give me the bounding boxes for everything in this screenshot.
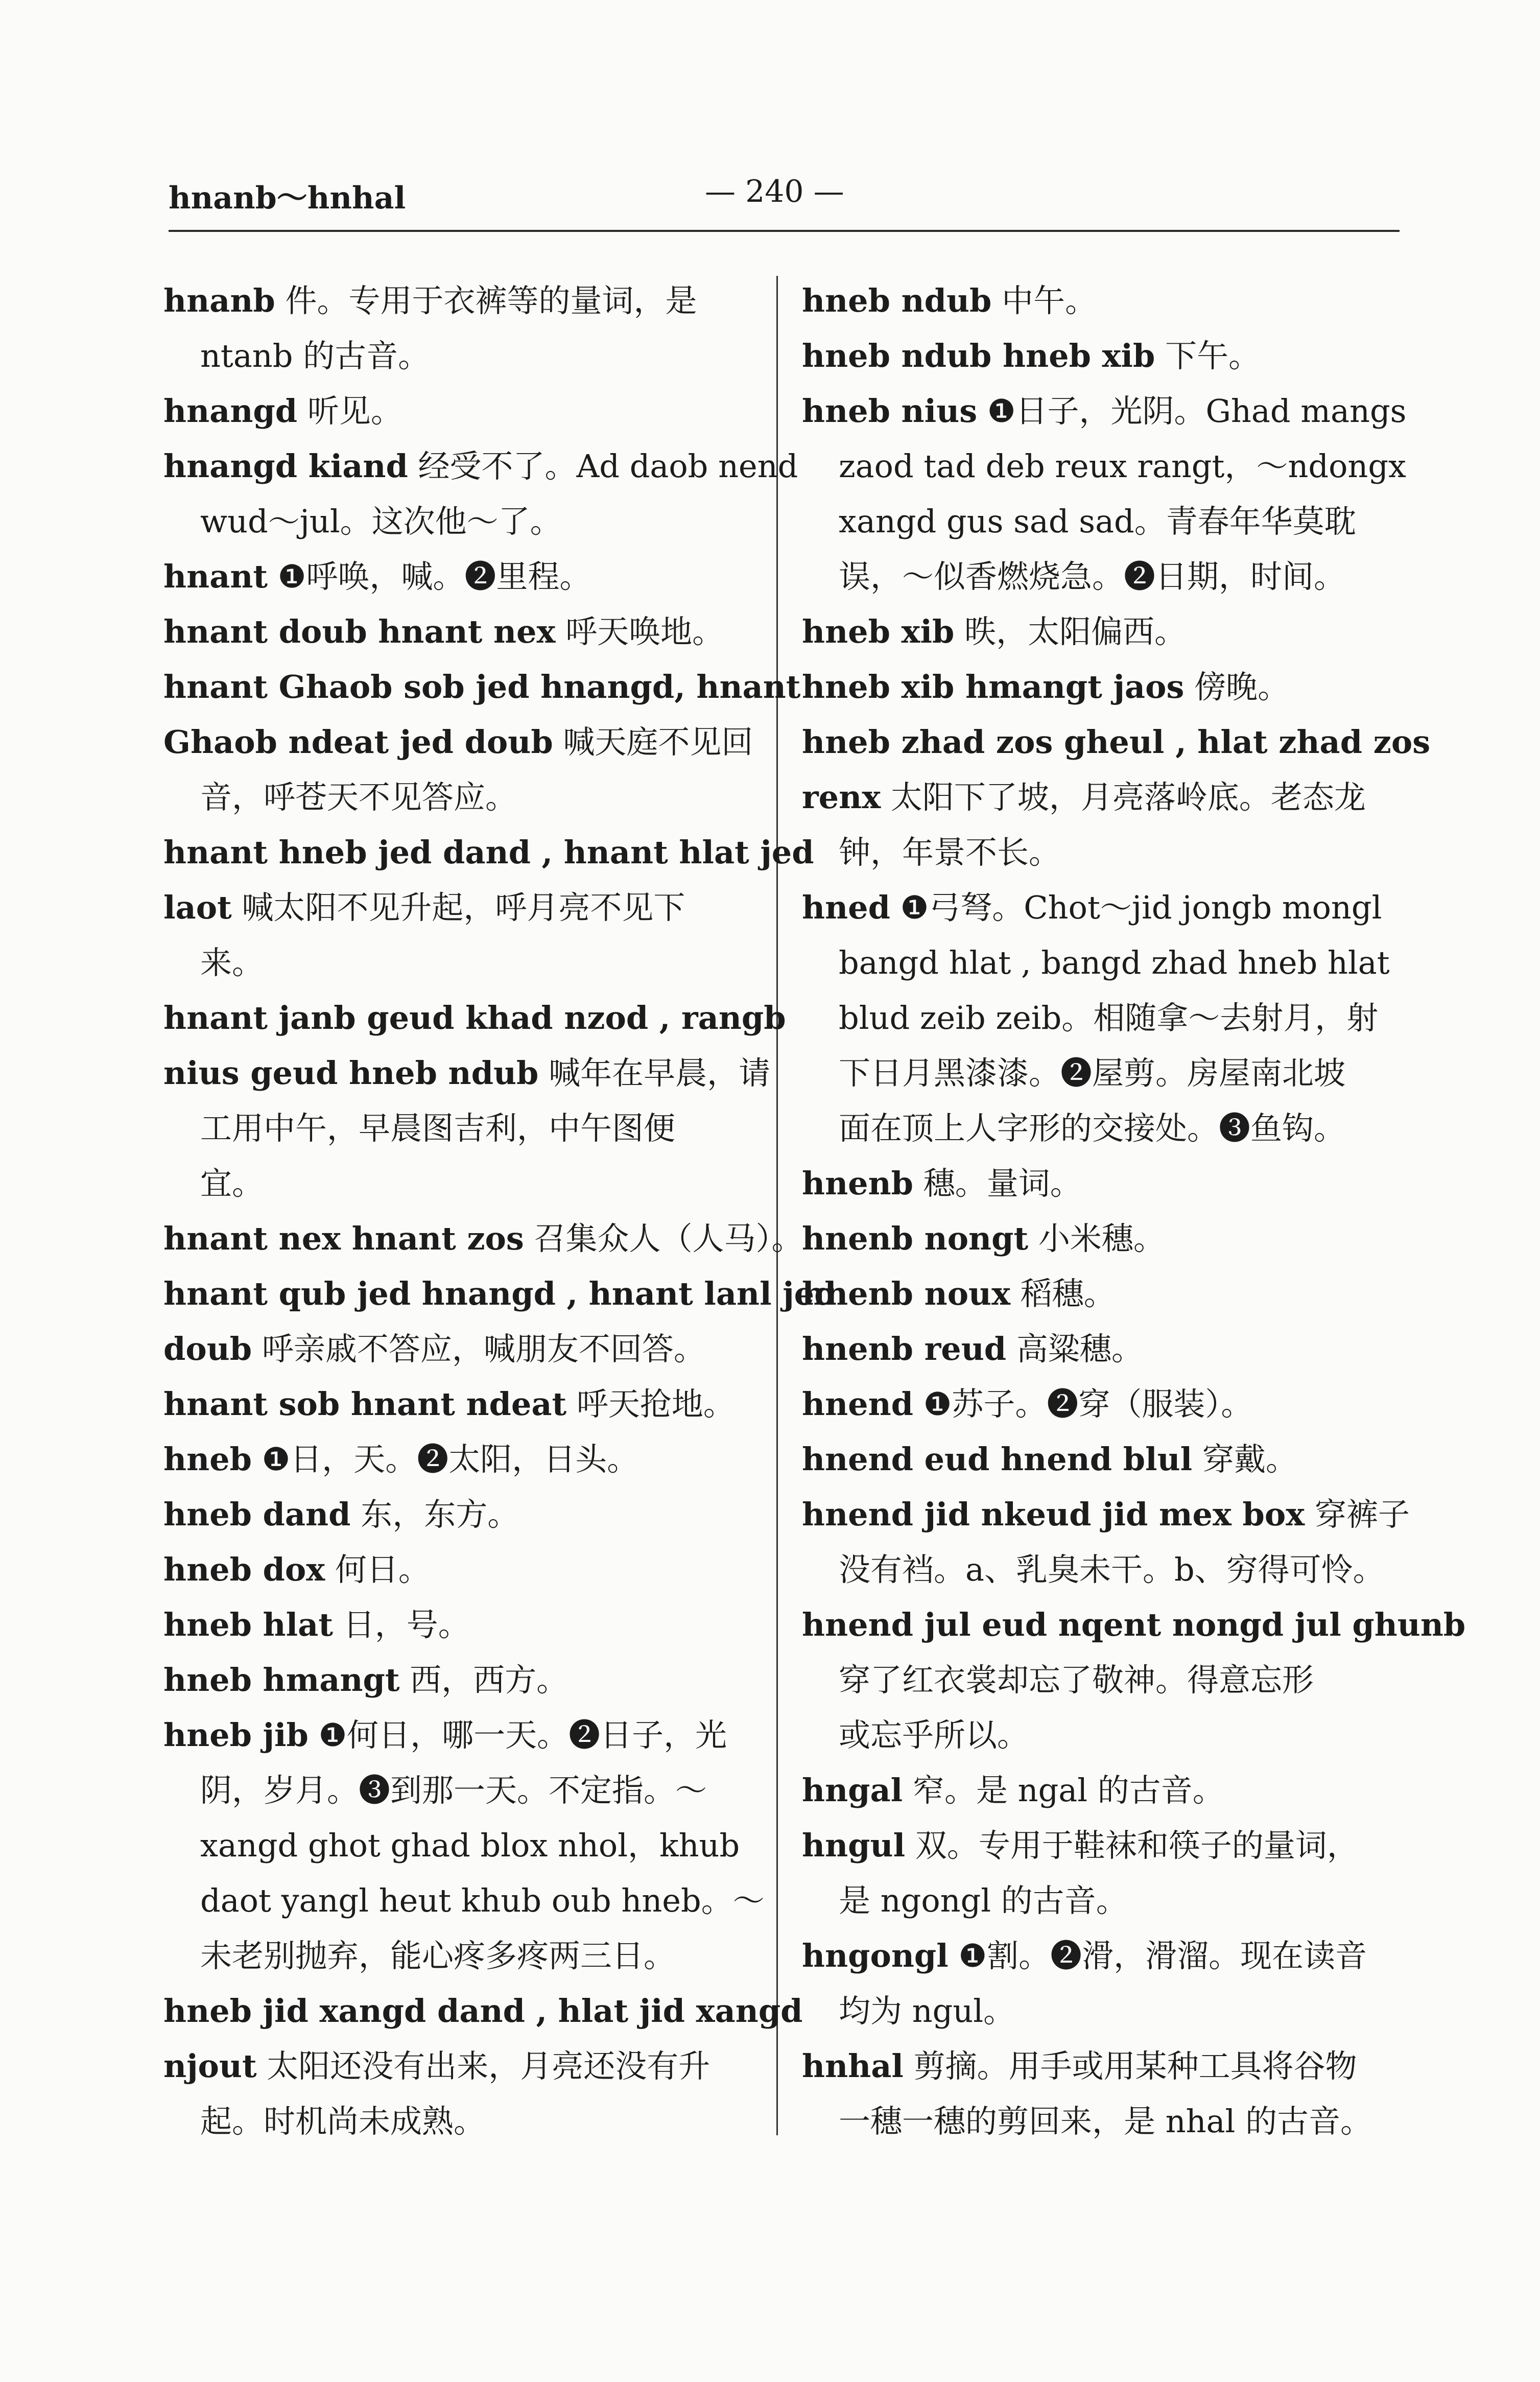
entry-line — [802, 990, 1405, 1046]
headword: hnend eud hnend blul — [802, 1441, 1193, 1478]
definition-text: ❶何日，哪一天。❷日子，光 — [308, 1716, 727, 1754]
headword: hnenb noux — [802, 1275, 1011, 1312]
definition-text: ❶呼唤，喊。❷里程。 — [268, 558, 591, 595]
page-number: — 240 — — [705, 174, 844, 209]
entry-line — [802, 659, 1405, 715]
definition-text: 昳，太阳偏西。 — [954, 613, 1187, 650]
entry-line — [163, 384, 766, 439]
entry-line — [163, 1487, 766, 1542]
entry-line — [802, 935, 1405, 990]
definition-text: ❶割。❷滑，滑溜。现在读音 — [948, 1937, 1367, 1974]
entry-line — [163, 1763, 766, 1818]
entry-line — [802, 1101, 1405, 1156]
headword: hngul — [802, 1827, 906, 1864]
headword: hnant janb geud khad nzod , rangb — [163, 999, 786, 1036]
entry-line — [802, 604, 1405, 659]
headword: njout — [163, 2047, 257, 2085]
headword: hnenb reud — [802, 1330, 1007, 1367]
entry-line — [163, 880, 766, 935]
entry-line — [802, 1653, 1405, 1708]
entry-line — [802, 1597, 1466, 1653]
entry-line — [802, 549, 1405, 604]
entry-line — [163, 1322, 766, 1377]
definition-text: ❶弓弩。Chot～jid jongb mongl — [890, 889, 1382, 926]
headword: hneb ndub — [802, 282, 992, 319]
entry-line — [802, 1542, 1405, 1597]
definition-text: 稻穗。 — [1010, 1275, 1116, 1312]
headword: hngongl — [802, 1937, 949, 1974]
definition-text: ❶苏子。❷穿（服装）。 — [913, 1385, 1253, 1423]
entry-line — [802, 1873, 1405, 1928]
entry-line — [802, 494, 1405, 549]
headword: hnend jid nkeud jid mex box — [802, 1496, 1305, 1533]
entry-line — [163, 328, 766, 384]
definition-text: 工用中午，早晨图吉利，中午图便 — [200, 1110, 676, 1147]
definition-text: 下午。 — [1155, 337, 1261, 374]
entry-line — [802, 770, 1405, 825]
headword: hnend — [802, 1385, 914, 1423]
definition-text: 太阳还没有出来，月亮还没有升 — [256, 2047, 710, 2085]
headword: hnant nex hnant zos — [163, 1220, 524, 1257]
entry-line — [163, 1928, 766, 1984]
definition-text: 何日。 — [325, 1551, 430, 1588]
definition-text: 件。专用于衣裤等的量词，是 — [275, 282, 697, 319]
entry-line — [163, 1101, 766, 1156]
entry-line — [802, 328, 1405, 384]
headword: hned — [802, 889, 890, 926]
entry-line — [163, 1377, 766, 1432]
headword: hneb nius — [802, 392, 978, 430]
entry-line — [163, 273, 766, 328]
definition-text: 小米穗。 — [1028, 1220, 1165, 1257]
definition-text: ntanb 的古音。 — [200, 337, 430, 374]
entry-line — [802, 2094, 1405, 2149]
entry-line — [802, 1763, 1405, 1818]
definition-text: 穿戴。 — [1192, 1441, 1297, 1478]
headword: renx — [802, 779, 881, 816]
entry-line — [163, 659, 801, 715]
entry-line — [163, 1984, 803, 2039]
headword: hnend jul eud nqent nongd jul ghunb — [802, 1606, 1466, 1643]
entry-line — [802, 1266, 1405, 1322]
entry-line — [802, 439, 1405, 494]
column-divider — [776, 276, 778, 2135]
definition-text: 傍晚。 — [1184, 668, 1290, 705]
headword: hneb — [163, 1441, 252, 1478]
definition-text: 西，西方。 — [399, 1661, 568, 1699]
entry-line — [802, 1708, 1405, 1763]
definition-text: 钟，年景不长。 — [839, 834, 1061, 871]
entry-line — [163, 990, 786, 1046]
entry-line — [802, 384, 1405, 439]
entry-line — [163, 1653, 766, 1708]
entry-line — [163, 715, 766, 770]
headword: hnant — [163, 558, 268, 595]
entry-line — [163, 1156, 766, 1211]
definition-text: 东，东方。 — [350, 1496, 519, 1533]
definition-text: 呼天抢地。 — [566, 1385, 735, 1423]
definition-text: bangd hlat , bangd zhad hneb hlat — [839, 944, 1390, 981]
headword: hneb ndub hneb xib — [802, 337, 1155, 374]
definition-text: daot yangl heut khub oub hneb。～ — [200, 1882, 765, 1919]
headword: hnangd — [163, 392, 298, 430]
headword: hneb hmangt — [163, 1661, 400, 1699]
entry-line — [163, 1818, 766, 1873]
entry-line — [802, 1156, 1405, 1211]
entry-line — [802, 880, 1405, 935]
definition-text: xangd gus sad sad。青春年华莫耽 — [839, 503, 1356, 540]
definition-text: 窄。是 ngal 的古音。 — [903, 1772, 1224, 1809]
entry-line — [802, 1818, 1405, 1873]
right-column — [802, 273, 1466, 2149]
definition-text: 呼亲戚不答应，喊朋友不回答。 — [252, 1330, 705, 1367]
entry-line — [163, 494, 766, 549]
entry-line — [163, 935, 766, 990]
entry-line — [163, 1597, 766, 1653]
headword: hneb jib — [163, 1716, 309, 1754]
definition-text: 穿了红衣裳却忘了敬神。得意忘形 — [839, 1661, 1314, 1699]
definition-text: ❶日子，光阴。Ghad mangs — [977, 392, 1407, 430]
headword: hneb dand — [163, 1496, 351, 1533]
definition-text: 音，呼苍天不见答应。 — [200, 779, 517, 816]
definition-text: 双。专用于鞋袜和筷子的量词， — [905, 1827, 1359, 1864]
entry-line — [163, 1432, 766, 1487]
definition-text: 高粱穗。 — [1006, 1330, 1143, 1367]
headword: hnant qub jed hnangd , hnant lanl jed — [163, 1275, 837, 1312]
headword: hneb jid xangd dand , hlat jid xangd — [163, 1992, 803, 2030]
definition-text: 一穗一穗的剪回来，是 nhal 的古音。 — [839, 2103, 1372, 2140]
entry-line — [163, 604, 766, 659]
headword: hnant sob hnant ndeat — [163, 1385, 567, 1423]
entry-line — [163, 1873, 766, 1928]
definition-text: 下日月黑漆漆。❷屋剪。房屋南北坡 — [839, 1054, 1346, 1092]
headword: doub — [163, 1330, 252, 1367]
entry-line — [163, 1708, 766, 1763]
definition-text: 喊天庭不见回 — [553, 723, 753, 761]
definition-text: 宜。 — [200, 1165, 264, 1202]
definition-text: 阴，岁月。❸到那一天。不定指。～ — [200, 1772, 707, 1809]
headword: hnant doub hnant nex — [163, 613, 556, 650]
definition-text: 面在顶上人字形的交接处。❸鱼钩。 — [839, 1110, 1346, 1147]
header-range: hnanb～hnhal — [169, 180, 406, 216]
entry-line — [163, 770, 766, 825]
headword: hnangd kiand — [163, 447, 408, 485]
entry-line — [163, 1542, 766, 1597]
page-header — [169, 169, 1400, 225]
definition-text: 呼天唤地。 — [555, 613, 724, 650]
definition-text: 喊年在早晨，请 — [538, 1054, 771, 1092]
header-rule — [169, 230, 1400, 232]
definition-text: 召集众人（人马）。 — [524, 1220, 803, 1257]
definition-text: 穿裤子 — [1305, 1496, 1410, 1533]
headword: hneb xib — [802, 613, 955, 650]
headword: hnhal — [802, 2047, 904, 2085]
entry-line — [163, 2039, 766, 2094]
definition-text: 穗。量词。 — [913, 1165, 1082, 1202]
definition-text: ❶日，天。❷太阳，日头。 — [251, 1441, 639, 1478]
definition-text: 是 ngongl 的古音。 — [839, 1882, 1128, 1919]
definition-text: 听见。 — [297, 392, 402, 430]
entry-line — [802, 1322, 1405, 1377]
headword: hnant hneb jed dand , hnant hlat jed — [163, 834, 814, 871]
headword: hneb dox — [163, 1551, 325, 1588]
headword: hnenb — [802, 1165, 914, 1202]
definition-text: zaod tad deb reux rangt，～ndongx — [839, 447, 1407, 485]
headword: hneb hlat — [163, 1606, 333, 1643]
definition-text: wud～jul。这次他～了。 — [200, 503, 562, 540]
definition-text: 日，号。 — [333, 1606, 470, 1643]
entry-line — [802, 1046, 1405, 1101]
entry-line — [802, 1984, 1405, 2039]
entry-line — [802, 1928, 1405, 1984]
entry-line — [163, 825, 814, 880]
entry-line — [163, 549, 766, 604]
entry-line — [802, 1432, 1405, 1487]
definition-text: blud zeib zeib。相随拿～去射月，射 — [839, 999, 1379, 1036]
definition-text: xangd ghot ghad blox nhol，khub — [200, 1827, 740, 1864]
entry-line — [802, 715, 1431, 770]
headword: hngal — [802, 1772, 903, 1809]
entry-line — [163, 1266, 837, 1322]
headword: Ghaob ndeat jed doub — [163, 723, 553, 761]
definition-text: 起。时机尚未成熟。 — [200, 2103, 486, 2140]
definition-text: 太阳下了坡，月亮落岭底。老态龙 — [881, 779, 1366, 816]
entry-line — [163, 2094, 766, 2149]
entry-line — [802, 273, 1405, 328]
entry-line — [802, 1487, 1410, 1542]
definition-text: 或忘乎所以。 — [839, 1716, 1029, 1754]
headword: hnanb — [163, 282, 275, 319]
entry-line — [163, 439, 798, 494]
definition-text: 未老别抛弃，能心疼多疼两三日。 — [200, 1937, 676, 1974]
definition-text: 误，～似香燃烧急。❷日期，时间。 — [839, 558, 1346, 595]
left-column — [163, 273, 837, 2149]
headword: laot — [163, 889, 232, 926]
entry-line — [163, 1046, 771, 1101]
headword: hneb zhad zos gheul , hlat zhad zos — [802, 723, 1431, 761]
headword: hneb xib hmangt jaos — [802, 668, 1184, 705]
entry-line — [802, 1377, 1405, 1432]
entry-line — [163, 1211, 803, 1266]
definition-text: 来。 — [200, 944, 264, 981]
definition-text: 没有裆。a、乳臭未干。b、穷得可怜。 — [839, 1551, 1385, 1588]
entry-line — [802, 2039, 1405, 2094]
definition-text: 经受不了。Ad daob nend — [408, 447, 798, 485]
headword: hnant Ghaob sob jed hnangd, hnant — [163, 668, 801, 705]
definition-text: 中午。 — [991, 282, 1097, 319]
headword: nius geud hneb ndub — [163, 1054, 539, 1092]
entry-line — [802, 1211, 1405, 1266]
headword: hnenb nongt — [802, 1220, 1029, 1257]
entry-line — [802, 825, 1405, 880]
definition-text: 均为 ngul。 — [839, 1992, 1015, 2030]
definition-text: 剪摘。用手或用某种工具将谷物 — [903, 2047, 1357, 2085]
definition-text: 喊太阳不见升起，呼月亮不见下 — [231, 889, 685, 926]
